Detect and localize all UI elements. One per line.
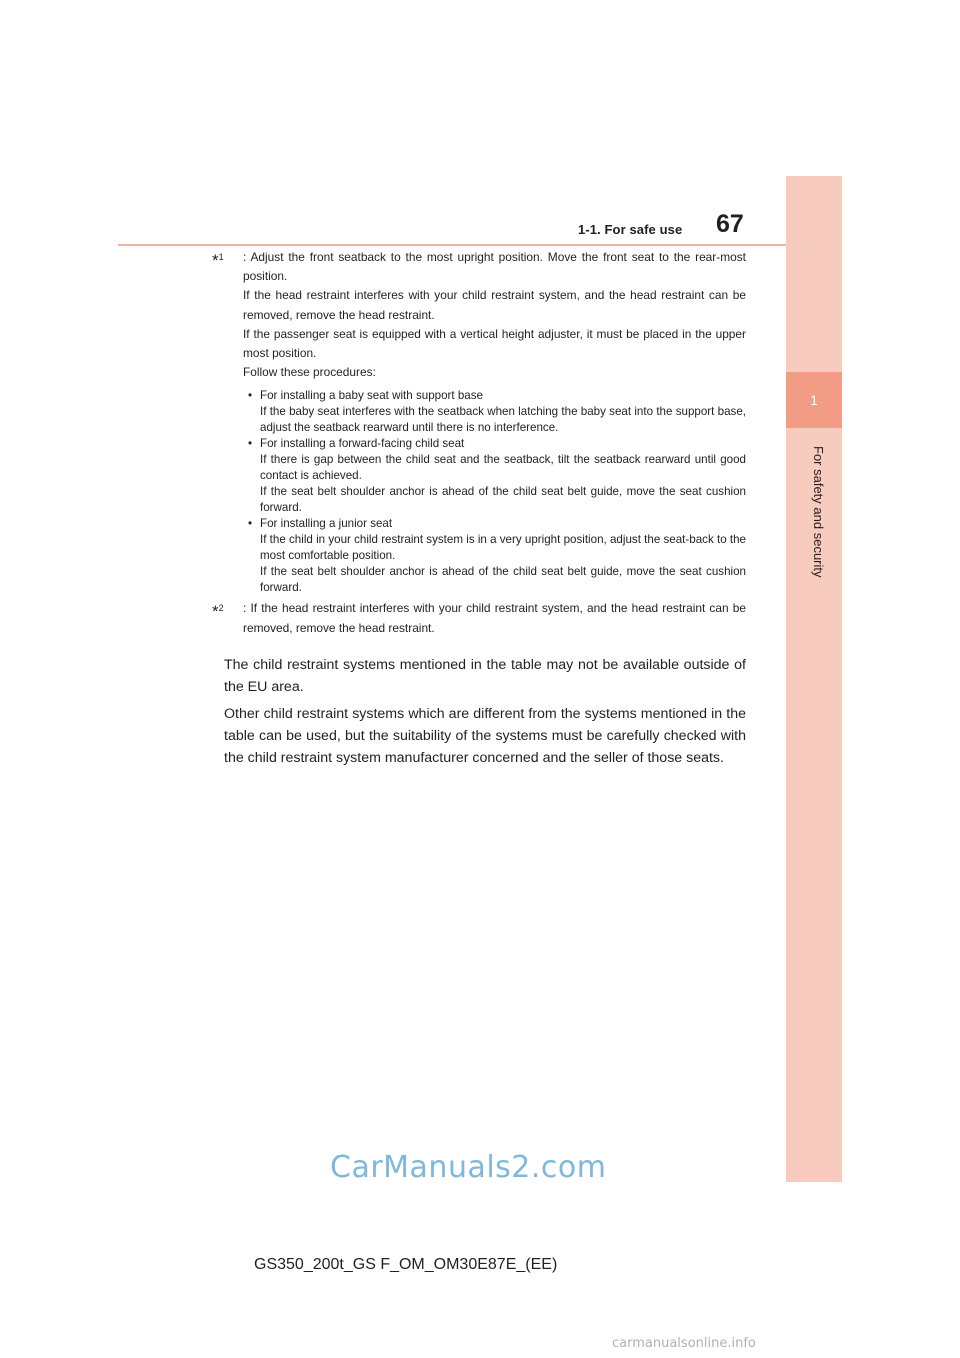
footnote-1-line: If the passenger seat is equipped with a vertical height adjuster, it must be placed in the upper most position. [243, 326, 746, 361]
bullet-icon: • [248, 517, 253, 531]
procedure-list [243, 388, 746, 596]
page-number: 67 [716, 210, 744, 238]
chapter-side-tab[interactable] [786, 176, 842, 1182]
list-item-detail: If the seat belt shoulder anchor is ahead of the child seat belt guide, move the seat cushion forward. [260, 565, 746, 595]
document-code: GS350_200t_GS F_OM_OM30E87E_(EE) [254, 1256, 558, 1273]
paragraph: Other child restraint systems which are different from the systems mentioned in the table can be used, but the suitability of the systems must be carefully checked with the child restraint system manufacturer concerned and the seller of those seats. [224, 706, 746, 766]
list-item-title: For installing a baby seat with support base [260, 389, 483, 403]
footnote-2 [214, 599, 746, 637]
footnote-1-line: If the head restraint interferes with your child restraint system, and the head restraint can be removed, remove the head restraint. [243, 288, 746, 322]
paragraph: The child restraint systems mentioned in the table may not be available outside of the EU area. [224, 657, 746, 695]
chapter-number: 1 [786, 372, 842, 428]
section-title: 1-1. For safe use [578, 222, 683, 237]
list-item [243, 388, 746, 436]
bottom-watermark[interactable]: carmanualsonline.info [612, 1336, 756, 1351]
footnote-1 [214, 248, 746, 596]
list-item-title: For installing a junior seat [260, 517, 393, 531]
list-item-detail: If there is gap between the child seat and the seatback, tilt the seatback rearward until good contact is achieved. [260, 453, 746, 483]
bullet-icon: • [248, 437, 253, 451]
list-item-title: For installing a forward-facing child seat [260, 437, 465, 451]
list-item [243, 436, 746, 516]
footnote-2-marker: *$^2$ [212, 602, 224, 622]
footnote-1-line: : Adjust the front seatback to the most upright position. Move the front seat to the rear-most position. [243, 250, 746, 284]
watermark-logo[interactable]: CarManuals2.com [330, 1150, 607, 1185]
bullet-icon: • [248, 389, 253, 403]
list-item [243, 516, 746, 596]
header-divider [118, 244, 842, 246]
chapter-label: For safety and security [811, 446, 826, 578]
body-text [224, 654, 746, 774]
footnotes-block [214, 248, 746, 638]
list-item-detail: If the child in your child restraint system is in a very upright position, adjust the seat-back to the most comfortable position. [260, 533, 746, 563]
list-item-detail: If the seat belt shoulder anchor is ahead of the child seat belt guide, move the seat cushion forward. [260, 485, 746, 515]
footnote-1-marker: *$^1$ [212, 251, 224, 270]
footnote-2-text: : If the head restraint interferes with your child restraint system, and the head restraint can be removed, remove the head restraint. [243, 601, 746, 635]
footnote-1-line: Follow these procedures: [243, 365, 376, 380]
list-item-detail: If the baby seat interferes with the seatback when latching the baby seat into the support base, adjust the seatback rearward until there is no interference. [260, 405, 746, 435]
